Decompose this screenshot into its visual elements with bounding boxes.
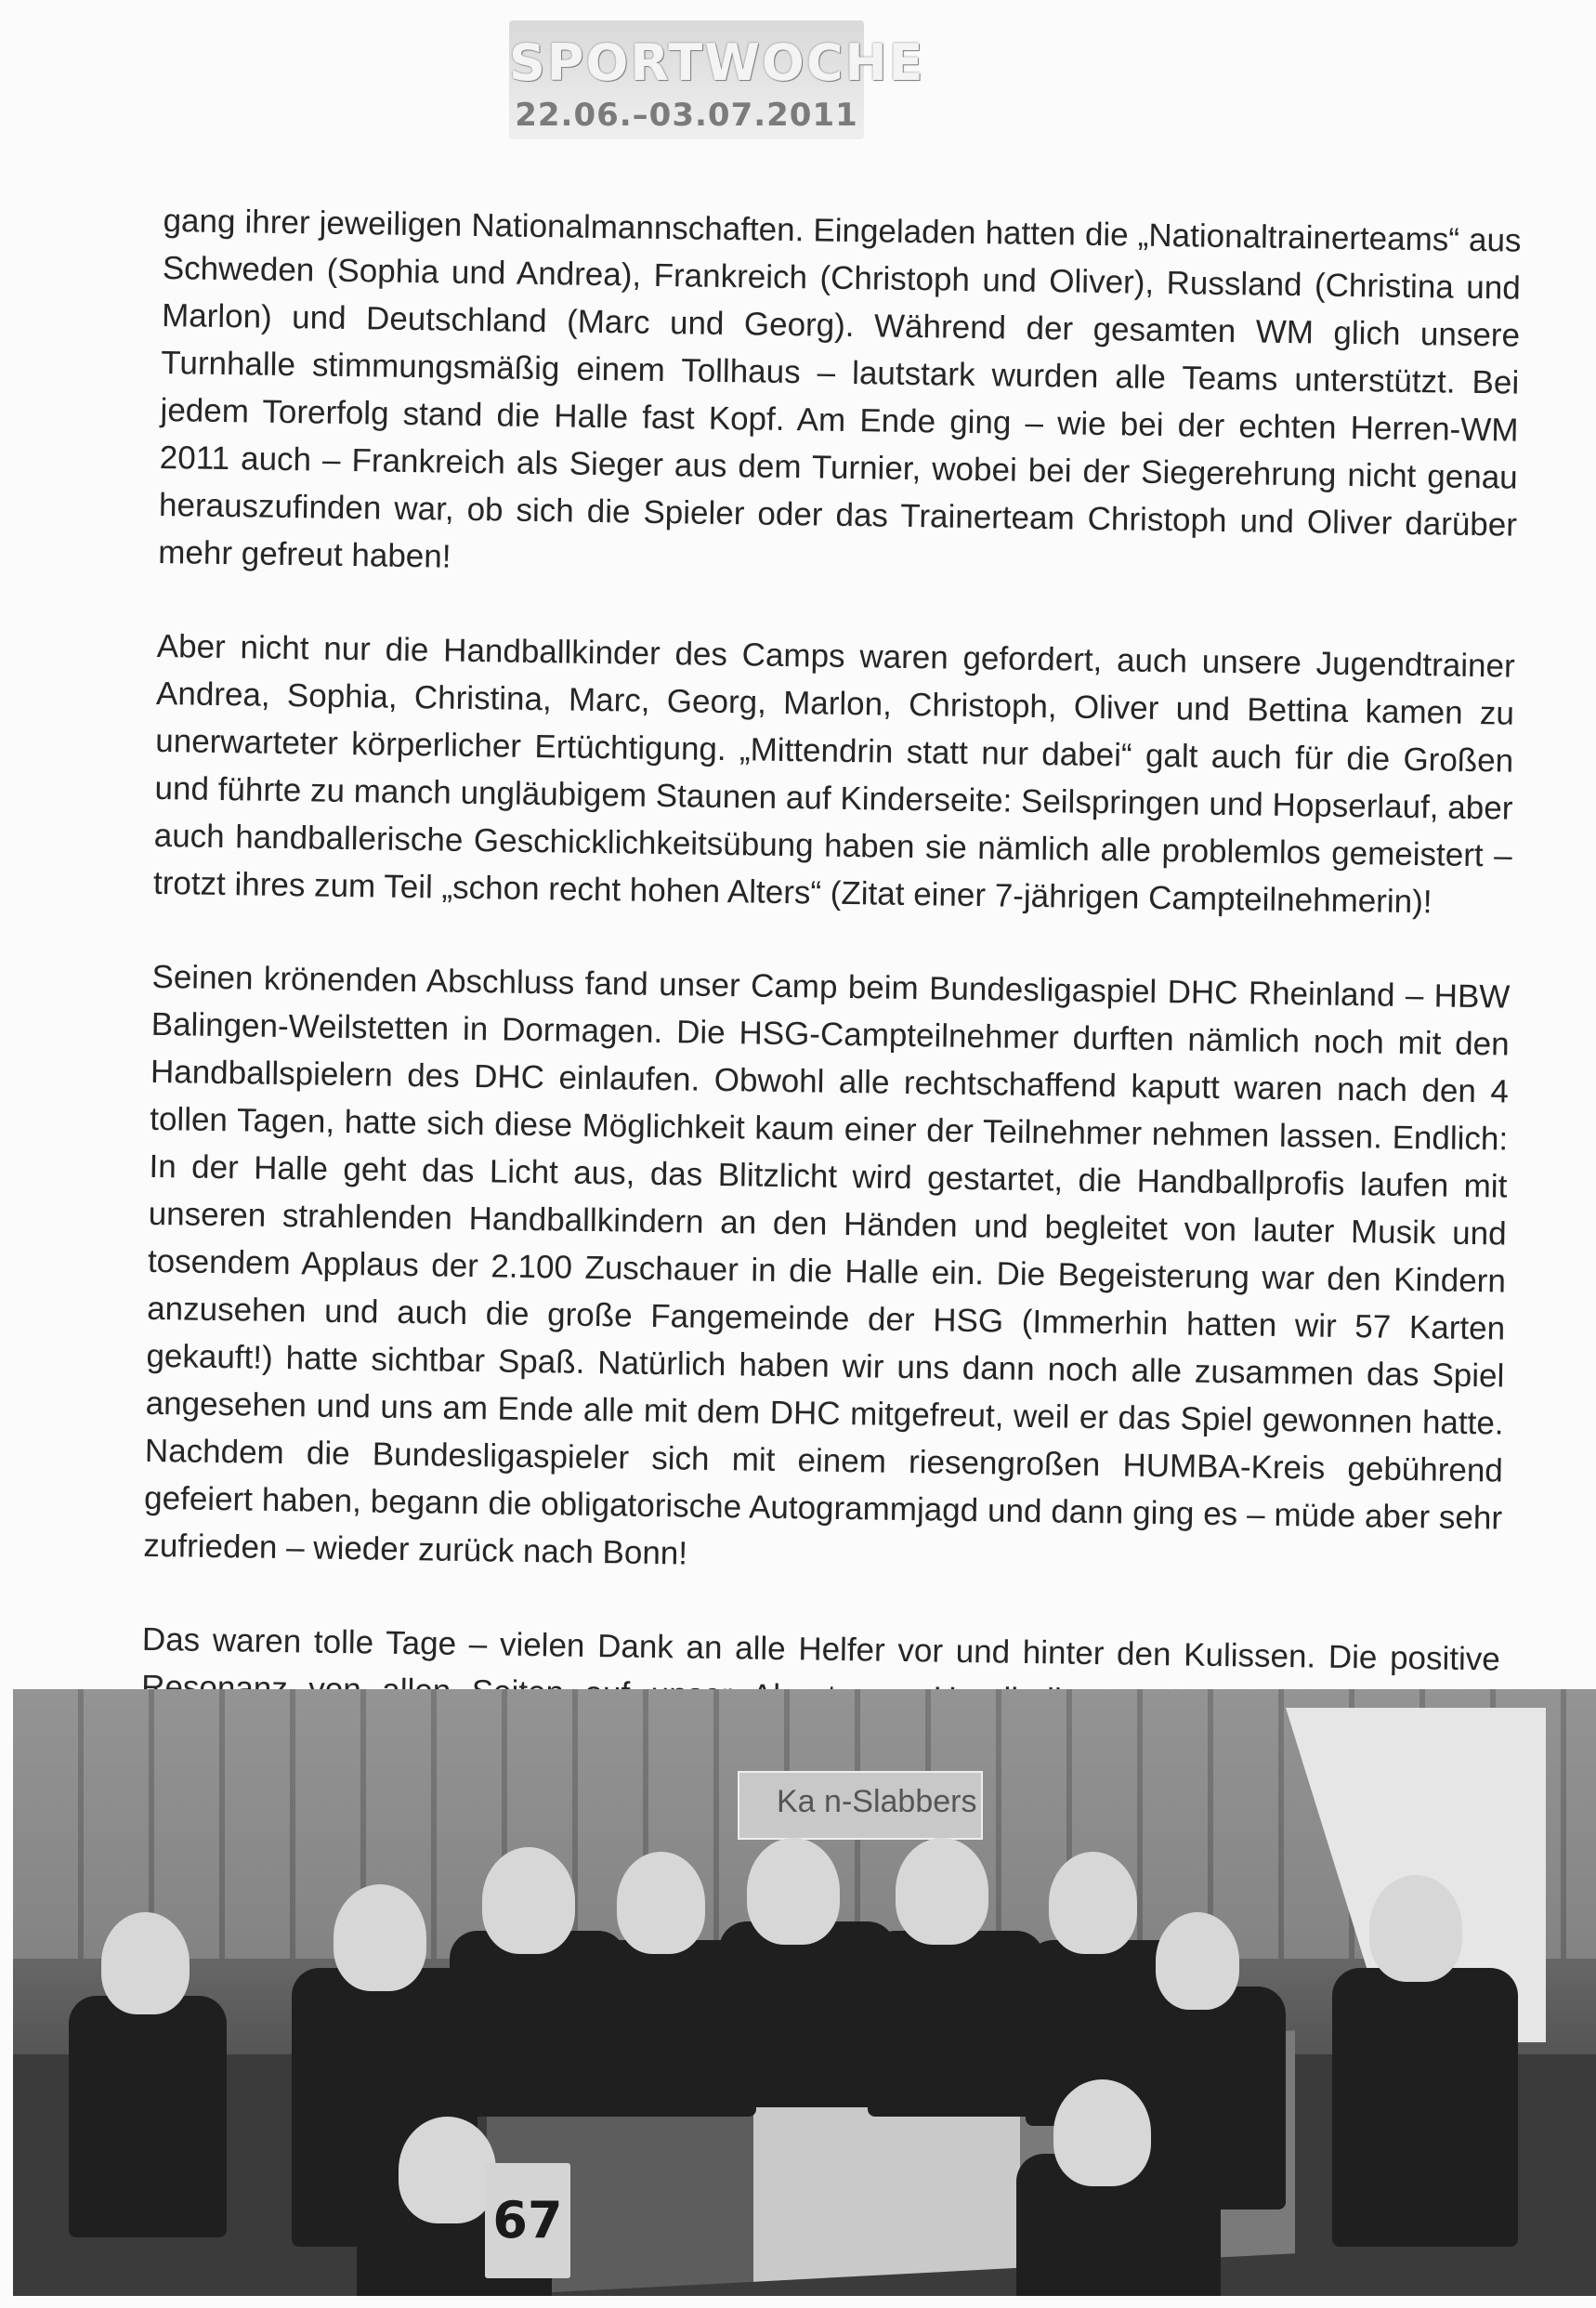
article-body: [139, 197, 1522, 1824]
child-head: [399, 2117, 496, 2223]
paragraph-4: Das waren tolle Tage – vielen Dank an alle Helfer vor und hinter den Kulissen. Die positive Resonanz: [140, 1620, 1501, 1708]
child-head: [1369, 1875, 1462, 1982]
issue-date: 22.06.–03.07.2011: [515, 97, 858, 134]
team-photo: [13, 1689, 1596, 2296]
child-head: [1156, 1912, 1239, 2010]
sponsor-banner-text: Ka n-Slabbers: [777, 1784, 977, 1819]
child-head: [747, 1838, 840, 1945]
child-head: [1053, 2079, 1151, 2186]
child-head: [334, 1884, 426, 1991]
paragraph-3: Seinen krönenden Abschluss fand unser Camp beim Bundesligaspiel DHC Rheinland – HBW Balingen-Weilstetten in Dormagen. Die HSG-Campteilnehmer durften nämlich noch mit den Handballspielern des DHC einlaufen. Obwohl alle rechtschaffend kaputt waren nach den 4 tollen Tagen, hatte sich diese Möglichkeit kaum einer der Teilnehmer nehmen lassen. Endlich: In der Halle geht das Licht aus, das Blitzlicht wird gestartet, die Handballprofis laufen mit unseren strahlenden Handballkindern an den Händen und begleitet von lauter Musik und tosendem Applaus der 2.100 Zuschauer in die Halle ein. Die Begeisterung war den Kindern anzusehen und auch die große Fangemeinde der HSG (Immerhin hatten wir 57 Karten gekauft!) hatte sichtbar Spaß. Natürlich haben wir uns dann noch alle zusammen das Spiel angesehen und uns am Ende alle mit dem DHC mitgefreut, weil er das Spiel gewonnen hatte. Nachdem die Bundesligaspieler sich mit einem riesengroßen HUMBA-Kreis gebührend gefeiert haben, begann die obligatorische Autogrammjagd und dann ging es – müde aber sehr zufrieden – wieder zurück nach Bonn!: [143, 958, 1511, 1572]
page-number: 67: [485, 2163, 570, 2278]
child-head: [482, 1847, 575, 1954]
child-head: [617, 1852, 705, 1954]
child-figure: [69, 1996, 227, 2237]
child-head: [896, 1838, 988, 1945]
magazine-title: SPORTWOCHE: [509, 33, 925, 92]
child-figure: [1332, 1968, 1518, 2247]
sponsor-banner: [738, 1771, 983, 1840]
paragraph-1: gang ihrer jeweiligen Nationalmannschaften. Eingeladen hatten die „Nationaltrainerteams“ aus Schweden (Sophia und Andrea), Frankreich (Christoph und Oliver), Russland (Christina und Marlon) und Deutschland (Marc und Georg). Während der gesamten WM glich unsere Turnhalle stimmungsmäßig einem Tollhaus – lautstark wurden alle Teams unterstützt. Bei jedem Torerfolg stand die Halle fast Kopf. Am Ende ging – wie bei der echten Herren-WM 2011 auch – Frankreich als Sieger aus dem Turnier, wobei bei der Siegerehrung nicht genau herauszufinden war, ob sich die Spieler oder das Trainerteam Christoph und Oliver darüber mehr gefreut haben!: [158, 202, 1522, 575]
child-head: [1049, 1852, 1137, 1954]
child-figure: [868, 1931, 1044, 2117]
magazine-header: [509, 20, 925, 139]
child-head: [101, 1912, 190, 2014]
paragraph-2: Aber nicht nur die Handballkinder des Camps waren gefordert, auch unsere Jugendtrainer Andrea, Sophia, Christina, Marc, Georg, Marlon, Christoph, Oliver und Bettina kamen zu unerwarteter körperlicher Ertüchtigung. „Mittendrin statt nur dabei“ galt auch für die Großen und führte zu manch ungläubigem Staunen auf Kinderseite: Seilspringen und Hopserlauf, aber auch handballerische Geschicklichkeitsübung haben sie nämlich alle problemlos gemeistert – trotzt ihres zum Teil „schon recht hohen Alters“ (Zitat einer 7-jährigen Campteilnehmerin)!: [152, 627, 1515, 921]
